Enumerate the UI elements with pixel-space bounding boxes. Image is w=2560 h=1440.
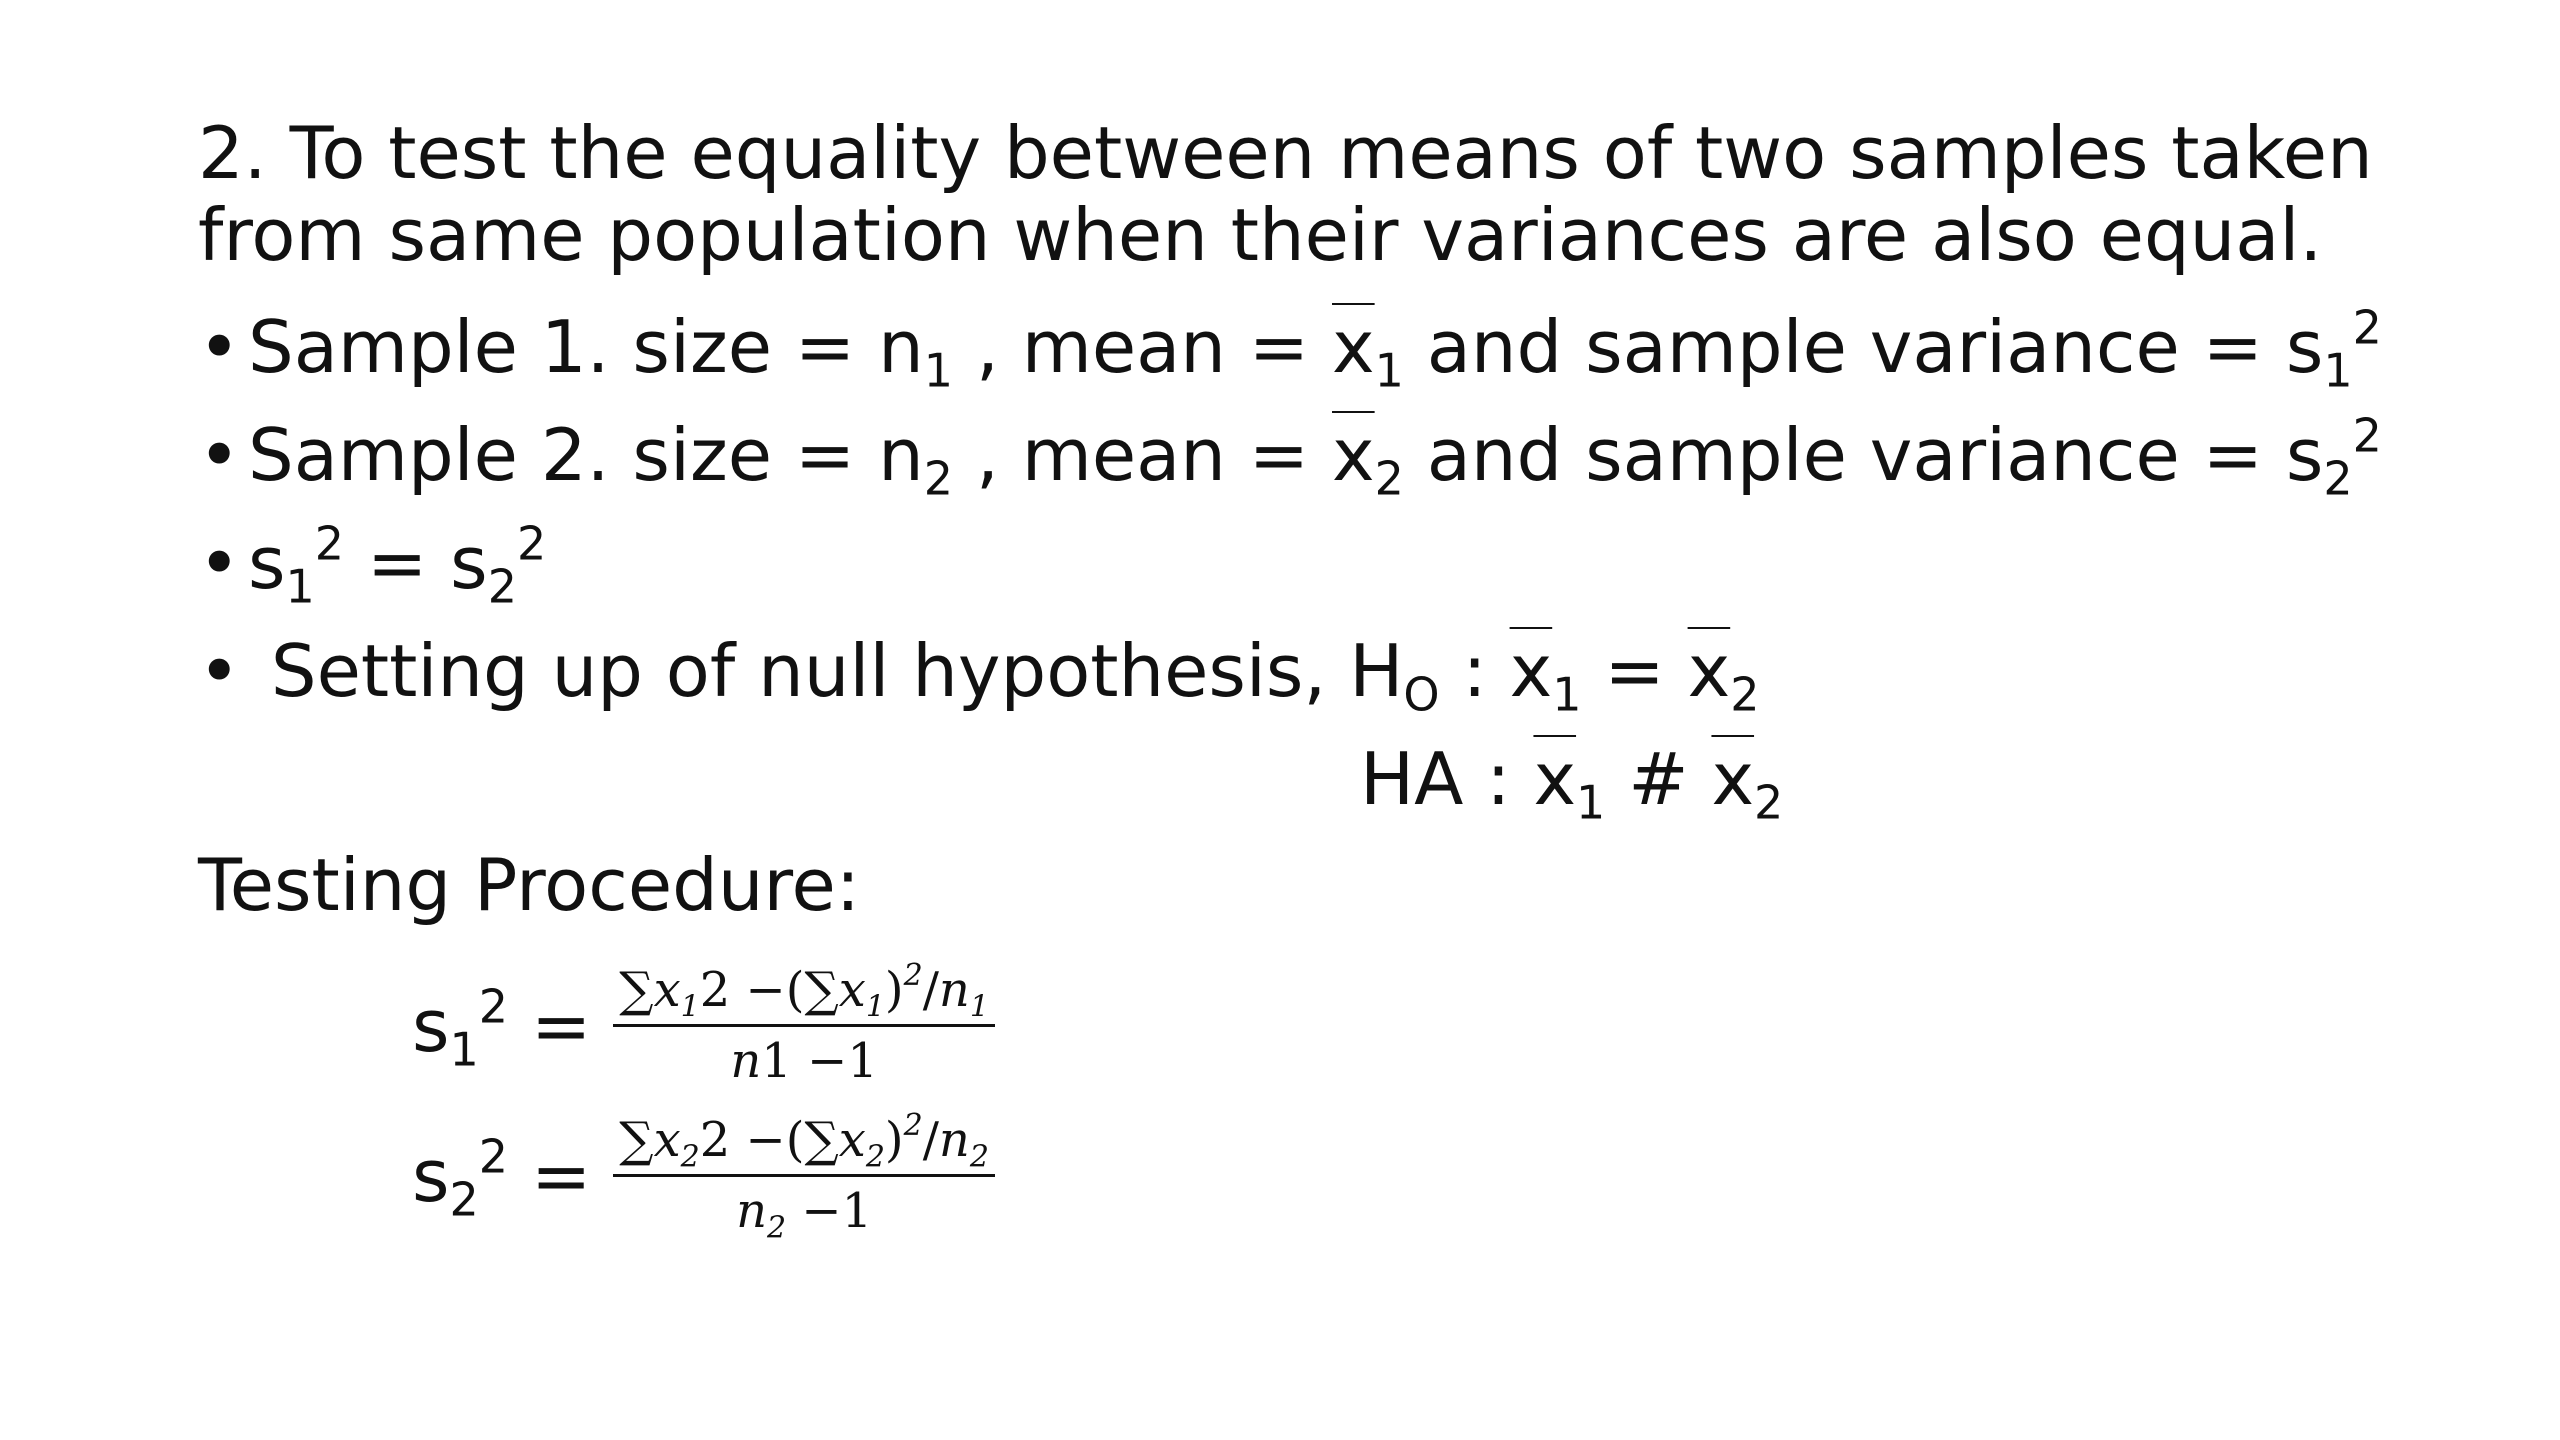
x-bar: $\overline{x}$ bbox=[1332, 305, 1375, 389]
bullet-null-hypothesis: • Setting up of null hypothesis, $H_O$ : $\overline{x}_1 = \overline{x}_2$ bbox=[198, 629, 1760, 722]
testing-procedure-heading: Testing Procedure: bbox=[198, 843, 861, 927]
bullet-marker: • bbox=[198, 413, 241, 497]
fraction bbox=[613, 960, 995, 1091]
x-bar: $\overline{x}$ bbox=[1509, 629, 1553, 713]
fraction bbox=[613, 1108, 995, 1246]
x-bar: $\overline{x}$ bbox=[1711, 737, 1755, 821]
fraction-numerator: $\sum x_22 -(\sum x_2)^2/n_2$ bbox=[613, 1110, 995, 1177]
bullet-marker: • bbox=[198, 521, 241, 605]
bullet-sample-1: • Sample 1. size = $n_1$ , mean = $\overline{x}_1$ and sample variance = $s_1^2$ bbox=[198, 300, 2382, 398]
formula-lhs: $s_2^2$ = bbox=[412, 1128, 592, 1227]
fraction-denominator: n1 −1 bbox=[730, 1033, 878, 1089]
bullet-marker: • bbox=[198, 305, 241, 389]
alternative-hypothesis: HA : $\overline{x}_1$ # $\overline{x}_2$ bbox=[1360, 737, 1784, 830]
fraction-denominator: $n_2 -1$ bbox=[736, 1183, 873, 1246]
title-line-2: from same population when their variances are also equal. bbox=[198, 193, 2323, 277]
bullet-marker: • bbox=[198, 629, 241, 713]
slide-title bbox=[198, 112, 2373, 276]
bullet-sample-2: • Sample 2. size = $n_2$ , mean = $\overline{x}_2$ and sample variance = $s_2^2$ bbox=[198, 408, 2382, 506]
formula-s1-squared bbox=[412, 960, 995, 1091]
fraction-numerator: $\sum x_12 -(\sum x_1)^2/n_1$ bbox=[613, 960, 995, 1027]
x-bar: $\overline{x}$ bbox=[1332, 413, 1375, 497]
bullet-equal-variances: • $s_1^2 = s_2^2$ bbox=[198, 516, 547, 614]
formula-s2-squared bbox=[412, 1108, 995, 1246]
x-bar: $\overline{x}$ bbox=[1533, 737, 1577, 821]
formula-lhs: $s_1^2$ = bbox=[412, 978, 592, 1077]
title-line-1: 2. To test the equality between means of two samples taken bbox=[198, 111, 2373, 195]
x-bar: $\overline{x}$ bbox=[1687, 629, 1731, 713]
